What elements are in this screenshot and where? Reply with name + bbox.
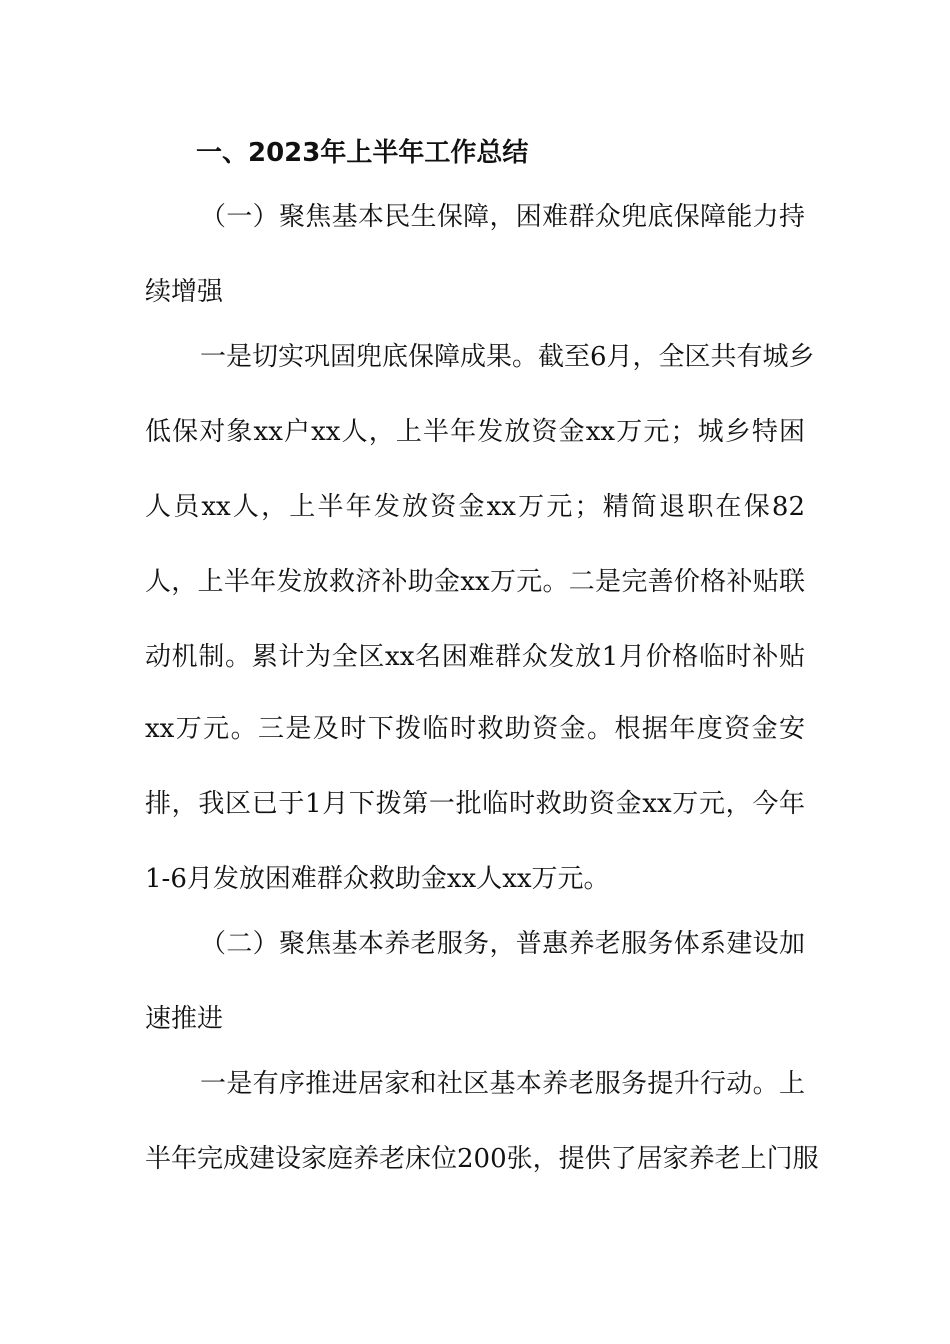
paragraph-line: 动机制。累计为全区xx名困难群众发放1月价格临时补贴 <box>145 642 805 672</box>
section-heading: 一、2023年上半年工作总结 <box>196 138 529 168</box>
paragraph-line: 一是切实巩固兜底保障成果。截至6月，全区共有城乡 <box>200 342 815 372</box>
paragraph-line: 排，我区已于1月下拨第一批临时救助资金xx万元，今年 <box>145 789 805 819</box>
subsection-title-line: 续增强 <box>145 277 224 307</box>
paragraph-line: xx万元。三是及时下拨临时救助资金。根据年度资金安 <box>145 714 805 744</box>
paragraph-line: 低保对象xx户xx人，上半年发放资金xx万元；城乡特困 <box>145 417 805 447</box>
paragraph-line: 一是有序推进居家和社区基本养老服务提升行动。上 <box>200 1069 805 1099</box>
subsection-title-line: （一）聚焦基本民生保障，困难群众兜底保障能力持 <box>200 202 805 232</box>
subsection-title-line: （二）聚焦基本养老服务，普惠养老服务体系建设加 <box>200 929 805 959</box>
paragraph-line: 1-6月发放困难群众救助金xx人xx万元。 <box>145 864 610 894</box>
paragraph-line: 人，上半年发放救济补助金xx万元。二是完善价格补贴联 <box>145 567 805 597</box>
paragraph-line: 人员xx人，上半年发放资金xx万元；精简退职在保82 <box>145 492 805 522</box>
subsection-title-line: 速推进 <box>145 1004 224 1034</box>
paragraph-line: 半年完成建设家庭养老床位200张，提供了居家养老上门服 <box>145 1144 819 1174</box>
